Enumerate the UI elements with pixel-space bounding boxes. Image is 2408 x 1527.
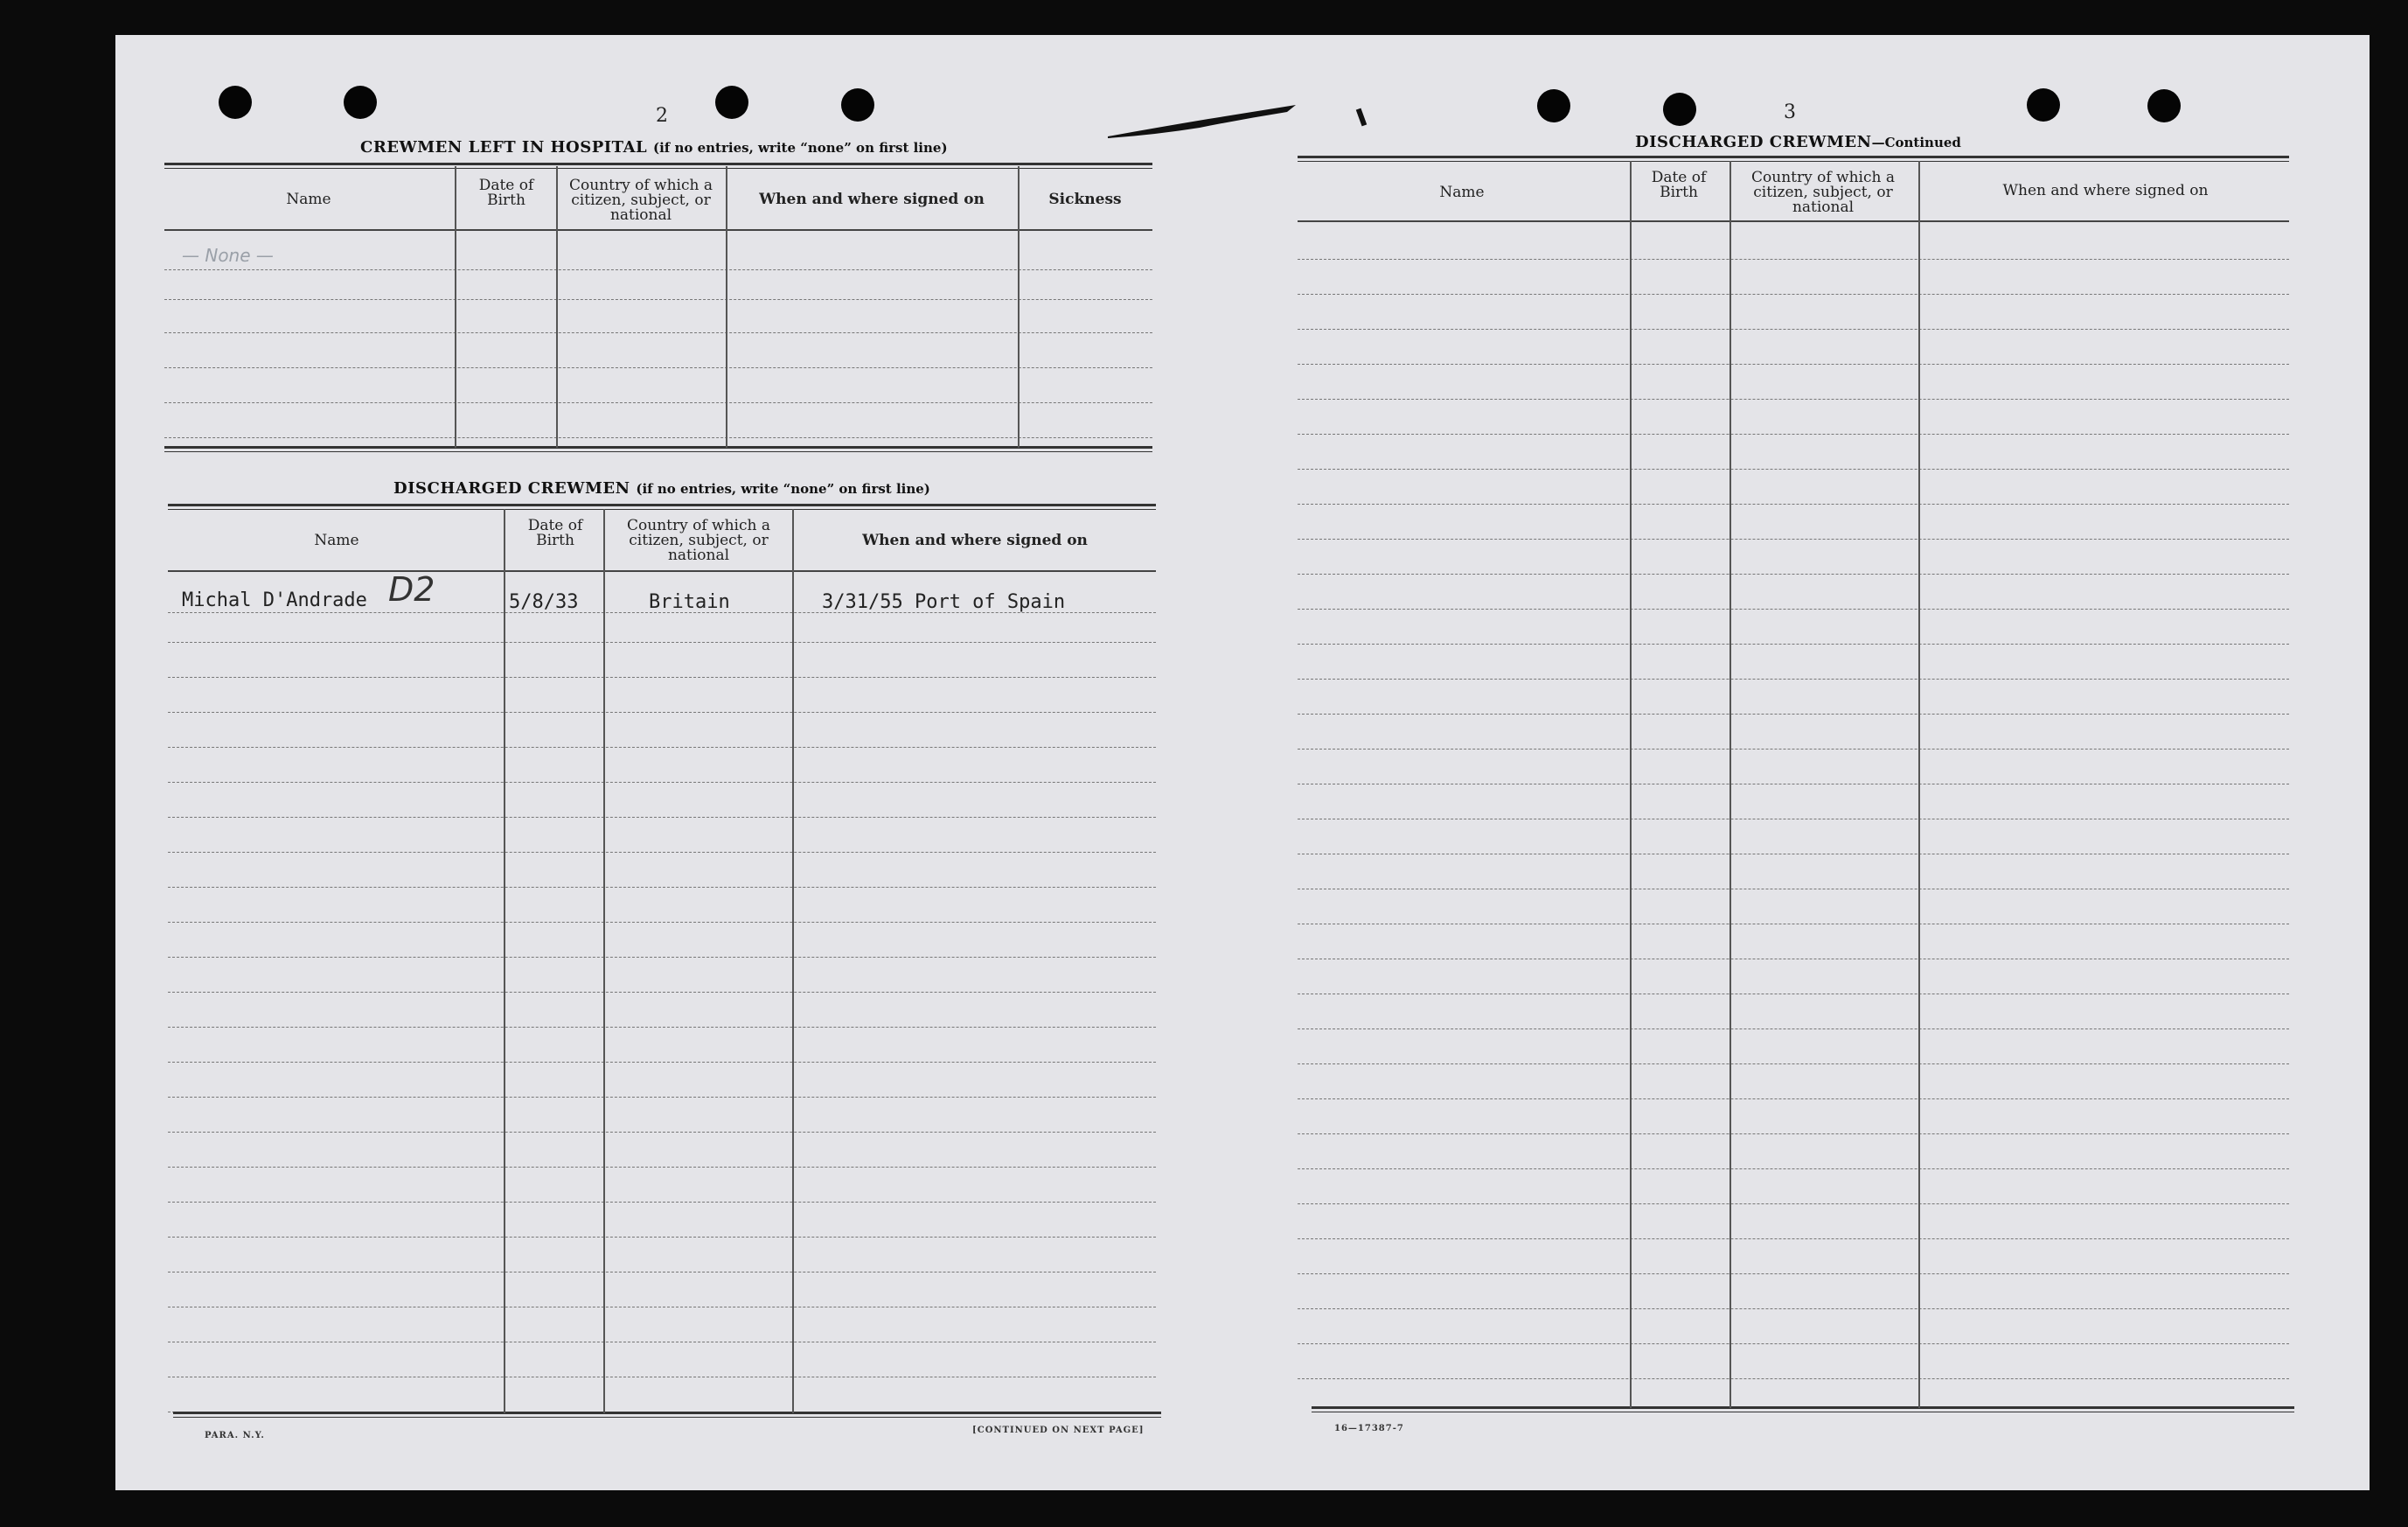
- discharged-header-country: Country of which a citizen, subject, or national: [627, 517, 770, 564]
- row-line: [168, 817, 1156, 818]
- row-line: [164, 437, 1152, 438]
- discharged-header-name: Name: [314, 532, 359, 549]
- punch-hole: [344, 86, 377, 119]
- row-line: [168, 1237, 1156, 1238]
- discharged-top-rule: [168, 504, 1156, 510]
- row-line: [1298, 679, 2289, 680]
- continued-label: —Continued: [1871, 135, 1961, 150]
- row-line: [168, 887, 1156, 888]
- row-line: [1298, 539, 2289, 540]
- row-line: [1298, 1273, 2289, 1274]
- discharged-continued-text: DISCHARGED CREWMEN: [1635, 133, 1872, 151]
- row-line: [1298, 749, 2289, 750]
- row-line: [164, 332, 1152, 333]
- row-when-where: 3/31/55 Port of Spain: [822, 591, 1066, 613]
- row-line: [168, 677, 1156, 678]
- row-line: [168, 642, 1156, 643]
- punch-hole: [2027, 88, 2060, 122]
- col-divider: [726, 166, 727, 448]
- row-line: [168, 1027, 1156, 1028]
- col-divider: [556, 166, 558, 448]
- row-line: [1298, 399, 2289, 400]
- hospital-bottom-rule: [164, 446, 1152, 452]
- hospital-header-when-where: When and where signed on: [759, 191, 985, 208]
- discharged-header-rule: [168, 570, 1156, 572]
- row-line: [1298, 609, 2289, 610]
- punch-hole: [2147, 89, 2181, 122]
- hospital-handwritten-none: — None —: [182, 245, 274, 266]
- row-line: [1298, 714, 2289, 715]
- row-line: [1298, 504, 2289, 505]
- right-header-rule: [1298, 220, 2289, 222]
- torn-mark: [1103, 93, 1418, 154]
- right-bottom-rule: [1312, 1406, 2294, 1412]
- col-divider: [455, 166, 456, 448]
- row-line: [168, 712, 1156, 713]
- discharged-title-text: DISCHARGED CREWMEN: [393, 479, 630, 498]
- row-line: [1298, 1343, 2289, 1344]
- col-divider: [792, 509, 794, 1413]
- page-number-left: 2: [656, 105, 668, 127]
- discharged-title-note: (if no entries, write “none” on first line): [636, 481, 930, 497]
- punch-hole: [219, 86, 252, 119]
- hospital-header-rule: [164, 229, 1152, 231]
- row-dob: 5/8/33: [509, 591, 579, 613]
- row-line: [1298, 1238, 2289, 1239]
- row-line: [1298, 574, 2289, 575]
- hospital-top-rule: [164, 163, 1152, 169]
- row-line: [1298, 364, 2289, 365]
- row-line: [1298, 1308, 2289, 1309]
- row-line: [168, 1132, 1156, 1133]
- row-line: [1298, 294, 2289, 295]
- row-line: [164, 402, 1152, 403]
- hospital-section-title: [360, 138, 948, 157]
- row-line: [168, 612, 1156, 613]
- discharged-bottom-rule: [173, 1412, 1161, 1418]
- punch-hole: [841, 88, 874, 122]
- col-divider: [1729, 161, 1731, 1408]
- footer-printer: PARA. N.Y.: [205, 1431, 265, 1440]
- row-line: [164, 367, 1152, 368]
- row-line: [168, 1062, 1156, 1063]
- discharged-section-title: [393, 479, 930, 498]
- row-line: [164, 269, 1152, 270]
- discharged-continued-title: [1635, 133, 1961, 151]
- row-name: Michal D'Andrade: [182, 589, 367, 611]
- punch-hole: [1537, 89, 1570, 122]
- row-line: [1298, 644, 2289, 645]
- row-line: [168, 1167, 1156, 1168]
- right-header-when-where: When and where signed on: [2002, 182, 2209, 199]
- row-line: [168, 922, 1156, 923]
- col-divider: [1918, 161, 1920, 1408]
- row-line: [1298, 1378, 2289, 1379]
- col-divider: [603, 509, 605, 1413]
- right-header-dob: Date of Birth: [1651, 169, 1707, 201]
- page-number-right: 3: [1784, 101, 1796, 123]
- right-header-name: Name: [1439, 184, 1485, 201]
- footer-continued: [CONTINUED ON NEXT PAGE]: [972, 1426, 1145, 1435]
- hospital-header-dob: Date of Birth: [478, 177, 534, 209]
- document-page: [115, 35, 2370, 1490]
- right-header-country: Country of which a citizen, subject, or national: [1751, 169, 1895, 216]
- row-line: [168, 1097, 1156, 1098]
- row-line: [168, 1202, 1156, 1203]
- row-line: [168, 992, 1156, 993]
- row-line: [1298, 1203, 2289, 1204]
- punch-hole: [715, 86, 748, 119]
- row-line: [168, 782, 1156, 783]
- row-line: [1298, 1028, 2289, 1029]
- punch-hole: [1663, 93, 1696, 126]
- row-line: [1298, 1063, 2289, 1064]
- hospital-title-text: CREWMEN LEFT IN HOSPITAL: [360, 138, 648, 157]
- footer-form-code: 16—17387-7: [1334, 1424, 1404, 1433]
- col-divider: [1630, 161, 1632, 1408]
- row-line: [168, 852, 1156, 853]
- hospital-title-note: (if no entries, write “none” on first line): [653, 140, 948, 156]
- row-line: [1298, 469, 2289, 470]
- row-line: [168, 957, 1156, 958]
- discharged-header-when-where: When and where signed on: [862, 532, 1088, 549]
- hospital-header-name: Name: [286, 191, 331, 208]
- row-handwritten-mark: D2: [388, 570, 435, 609]
- col-divider: [504, 509, 505, 1413]
- row-line: [1298, 329, 2289, 330]
- row-line: [1298, 259, 2289, 260]
- col-divider: [1018, 166, 1020, 448]
- row-line: [1298, 1133, 2289, 1134]
- hospital-header-sickness: Sickness: [1048, 191, 1122, 208]
- row-line: [164, 299, 1152, 300]
- hospital-header-country: Country of which a citizen, subject, or national: [569, 177, 713, 224]
- discharged-header-dob: Date of Birth: [527, 517, 583, 549]
- row-line: [168, 747, 1156, 748]
- row-line: [1298, 434, 2289, 435]
- row-line: [1298, 1168, 2289, 1169]
- row-country: Britain: [649, 591, 730, 613]
- row-line: [1298, 1098, 2289, 1099]
- right-top-rule: [1298, 156, 2289, 162]
